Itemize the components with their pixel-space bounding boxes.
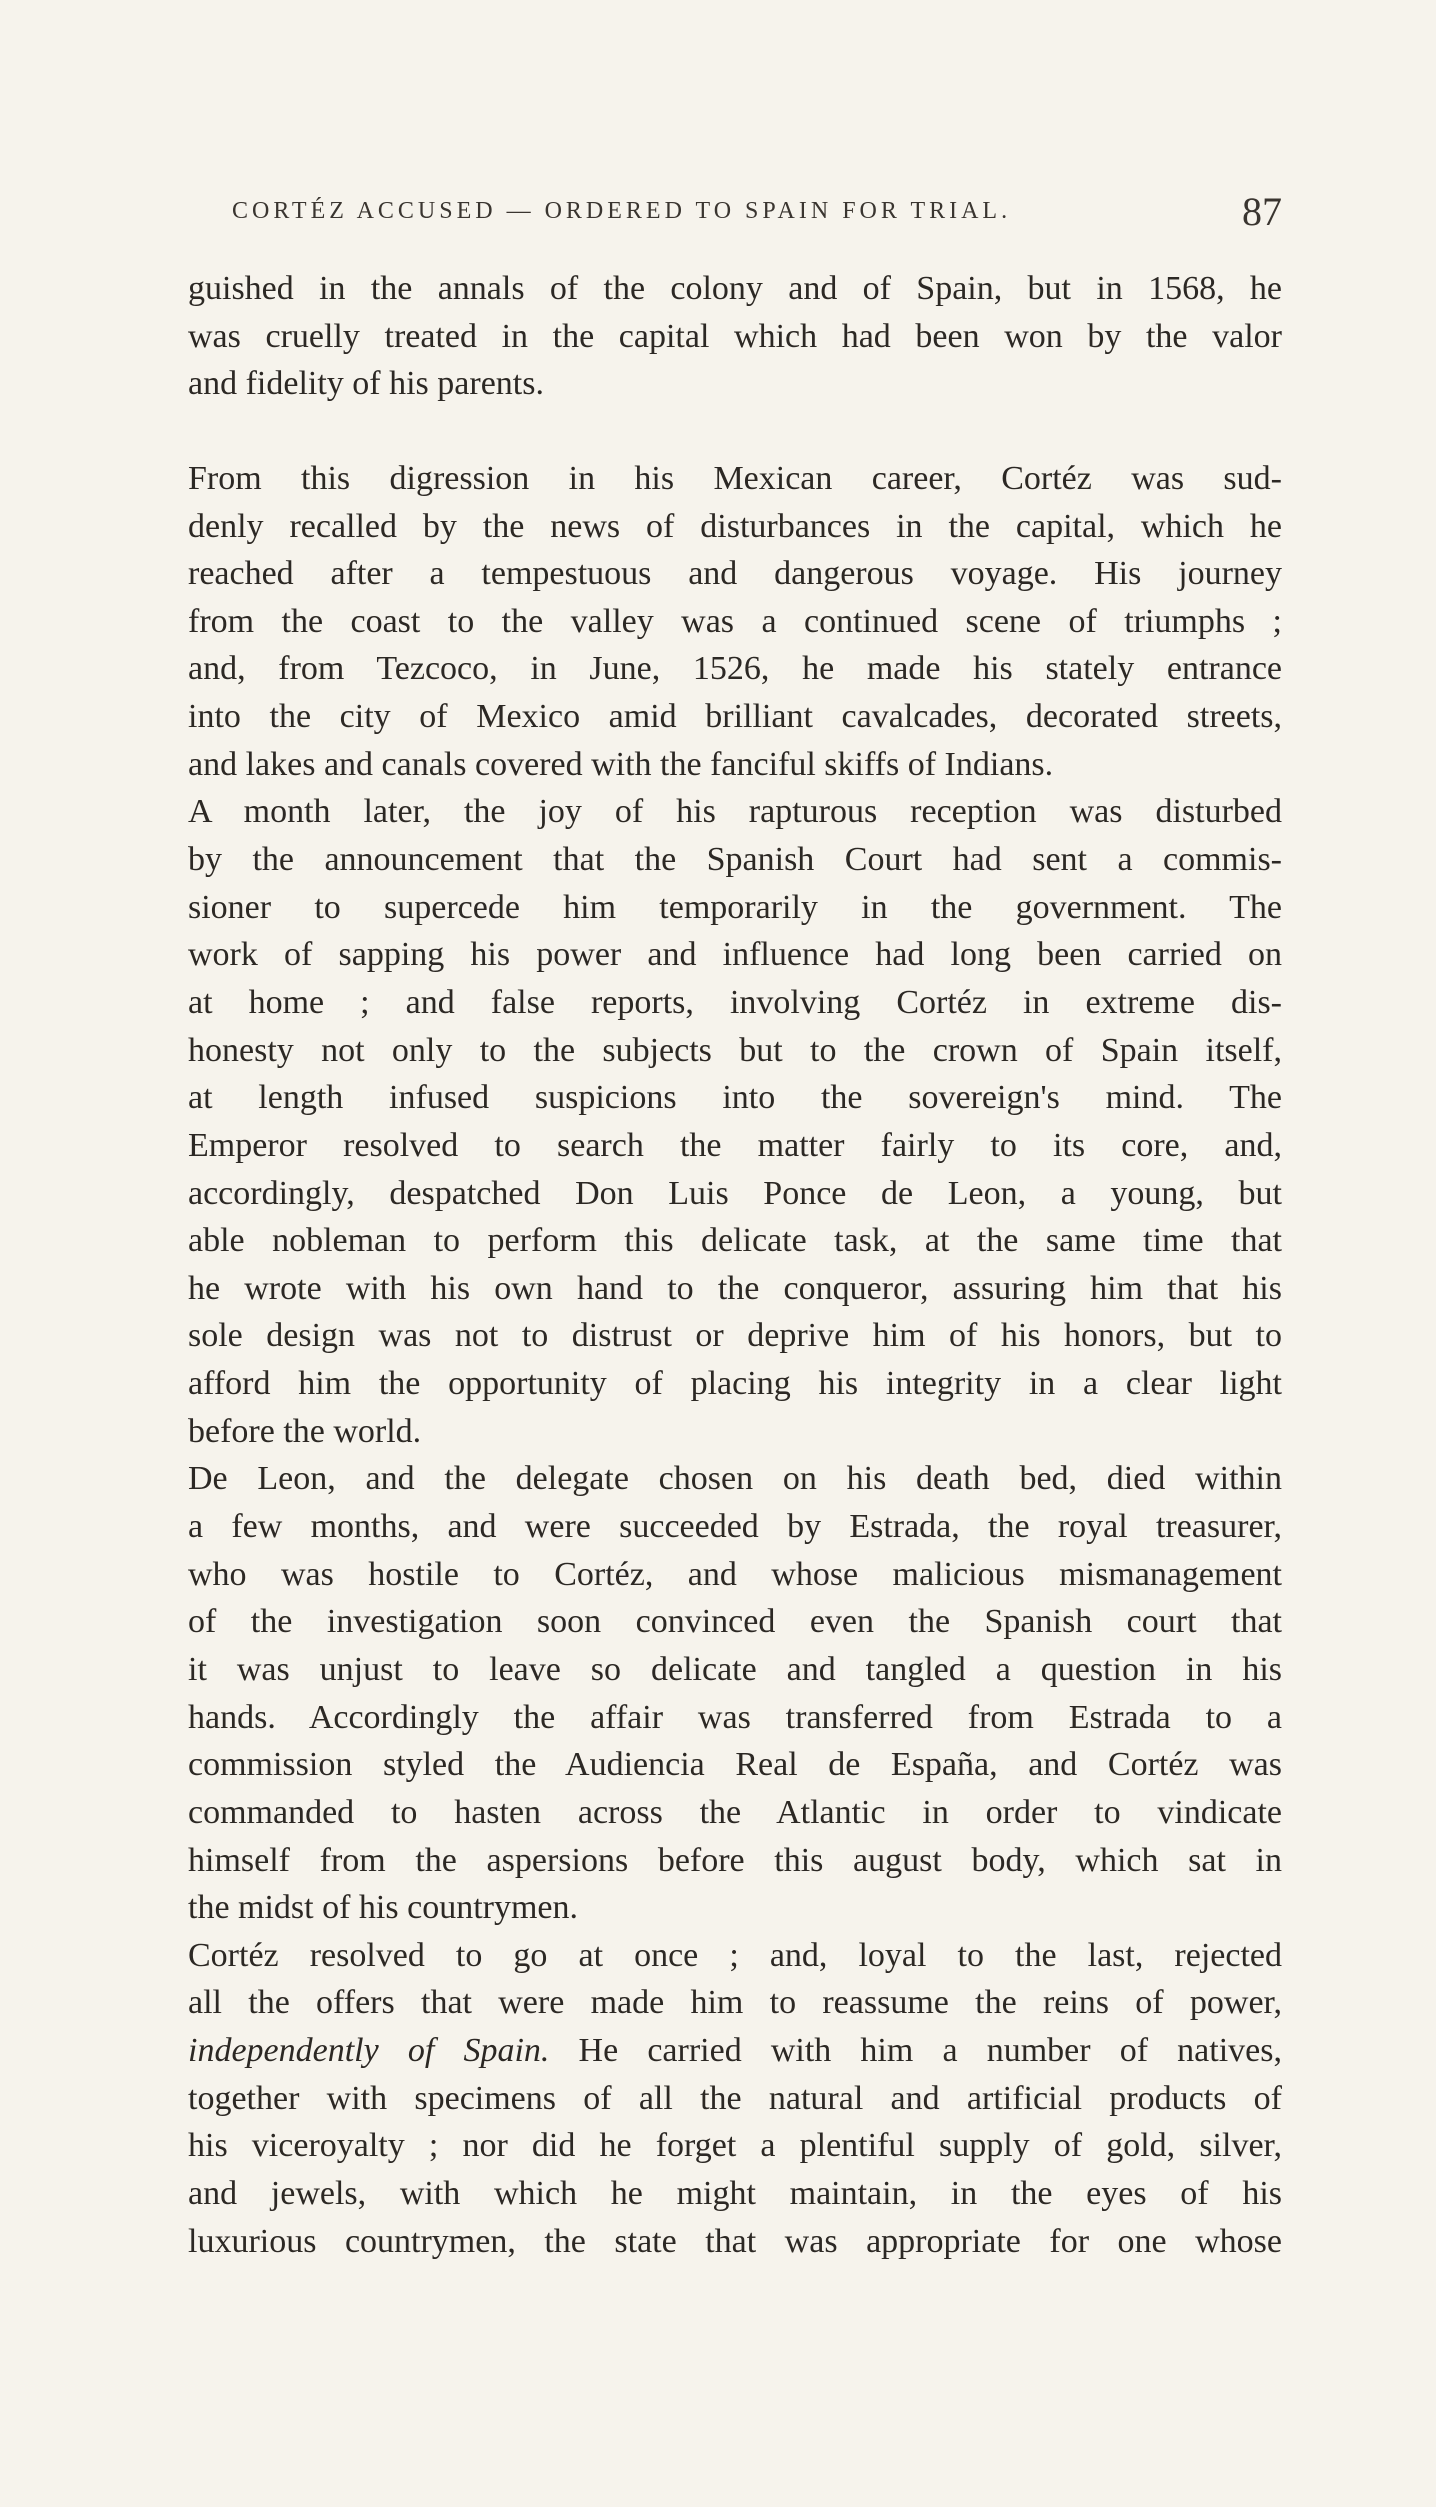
running-head — [232, 188, 1282, 238]
text-line: was cruelly treated in the capital which had been won by the valor — [188, 317, 1282, 355]
text-line: into the city of Mexico amid brilliant cavalcades, decorated streets, — [188, 698, 1282, 736]
text-line: guished in the annals of the colony and of Spain, but in 1568, he — [188, 270, 1282, 307]
text-line: hands. Accordingly the affair was transferred from Estrada to a — [188, 1698, 1282, 1736]
text-line: and lakes and canals covered with the fanciful skiffs of Indians. — [188, 745, 1054, 783]
text-line: together with specimens of all the natural and artificial products of — [188, 2079, 1282, 2117]
text-line: commanded to hasten across the Atlantic in order to vindicate — [188, 1793, 1282, 1831]
text-line: sioner to supercede him temporarily in the government. The — [188, 888, 1282, 926]
italic-phrase: independently of Spain. — [188, 2032, 550, 2070]
text-line: commission styled the Audiencia Real de España, and Cortéz was — [188, 1746, 1282, 1784]
text-line: accordingly, despatched Don Luis Ponce de Leon, a young, but — [188, 1174, 1282, 1212]
text-line: before the world. — [188, 1412, 422, 1450]
running-title: CORTÉZ ACCUSED — ORDERED TO SPAIN FOR TRIAL. — [232, 198, 1012, 224]
text-line: at home ; and false reports, involving Cortéz in extreme dis- — [188, 983, 1282, 1021]
text-line: from the coast to the valley was a continued scene of triumphs ; — [188, 602, 1282, 640]
text-line: honesty not only to the subjects but to the crown of Spain itself, — [188, 1031, 1282, 1069]
text-line: it was unjust to leave so delicate and tangled a question in his — [188, 1650, 1282, 1688]
text-line: his viceroyalty ; nor did he forget a plentiful supply of gold, silver, — [188, 2127, 1282, 2165]
text-line: at length infused suspicions into the sovereign's mind. The — [188, 1079, 1282, 1117]
text-line: reached after a tempestuous and dangerous voyage. His journey — [188, 555, 1282, 593]
text-line: the midst of his countrymen. — [188, 1889, 579, 1927]
body-text — [188, 265, 1282, 2265]
text-line: sole design was not to distrust or deprive him of his honors, but to — [188, 1317, 1282, 1355]
text-line: and fidelity of his parents. — [188, 365, 544, 403]
text-line-with-italic — [188, 2027, 1282, 2075]
text-line: luxurious countrymen, the state that was appropriate for one whose — [188, 2222, 1282, 2260]
text-line: work of sapping his power and influence had long been carried on — [188, 936, 1282, 974]
text-line: he wrote with his own hand to the conqueror, assuring him that his — [188, 1269, 1282, 1307]
text-line: himself from the aspersions before this august body, which sat in — [188, 1841, 1282, 1879]
text-line: From this digression in his Mexican career, Cortéz was sud- — [188, 459, 1282, 497]
text-line: afford him the opportunity of placing his integrity in a clear light — [188, 1365, 1282, 1403]
text-line: De Leon, and the delegate chosen on his death bed, died within — [188, 1460, 1282, 1498]
text-line: all the offers that were made him to reassume the reins of power, — [188, 1984, 1282, 2022]
page-number: 87 — [1242, 189, 1282, 234]
text-line: and, from Tezcoco, in June, 1526, he made his stately entrance — [188, 650, 1282, 688]
text-line: a few months, and were succeeded by Estrada, the royal treasurer, — [188, 1508, 1282, 1546]
text-line: Cortéz resolved to go at once ; and, loyal to the last, rejected — [188, 1936, 1282, 1974]
line-remainder: He carried with him a number of natives, — [549, 2032, 1282, 2070]
text-line: A month later, the joy of his rapturous reception was disturbed — [188, 793, 1282, 831]
text-line: and jewels, with which he might maintain, in the eyes of his — [188, 2174, 1282, 2212]
text-line: who was hostile to Cortéz, and whose malicious mismanagement — [188, 1555, 1282, 1593]
text-line: by the announcement that the Spanish Court had sent a commis- — [188, 841, 1282, 879]
text-line: of the investigation soon convinced even the Spanish court that — [188, 1603, 1282, 1641]
text-line: Emperor resolved to search the matter fairly to its core, and, — [188, 1126, 1282, 1164]
text-line: denly recalled by the news of disturbances in the capital, which he — [188, 507, 1282, 545]
text-line: able nobleman to perform this delicate task, at the same time that — [188, 1222, 1282, 1260]
